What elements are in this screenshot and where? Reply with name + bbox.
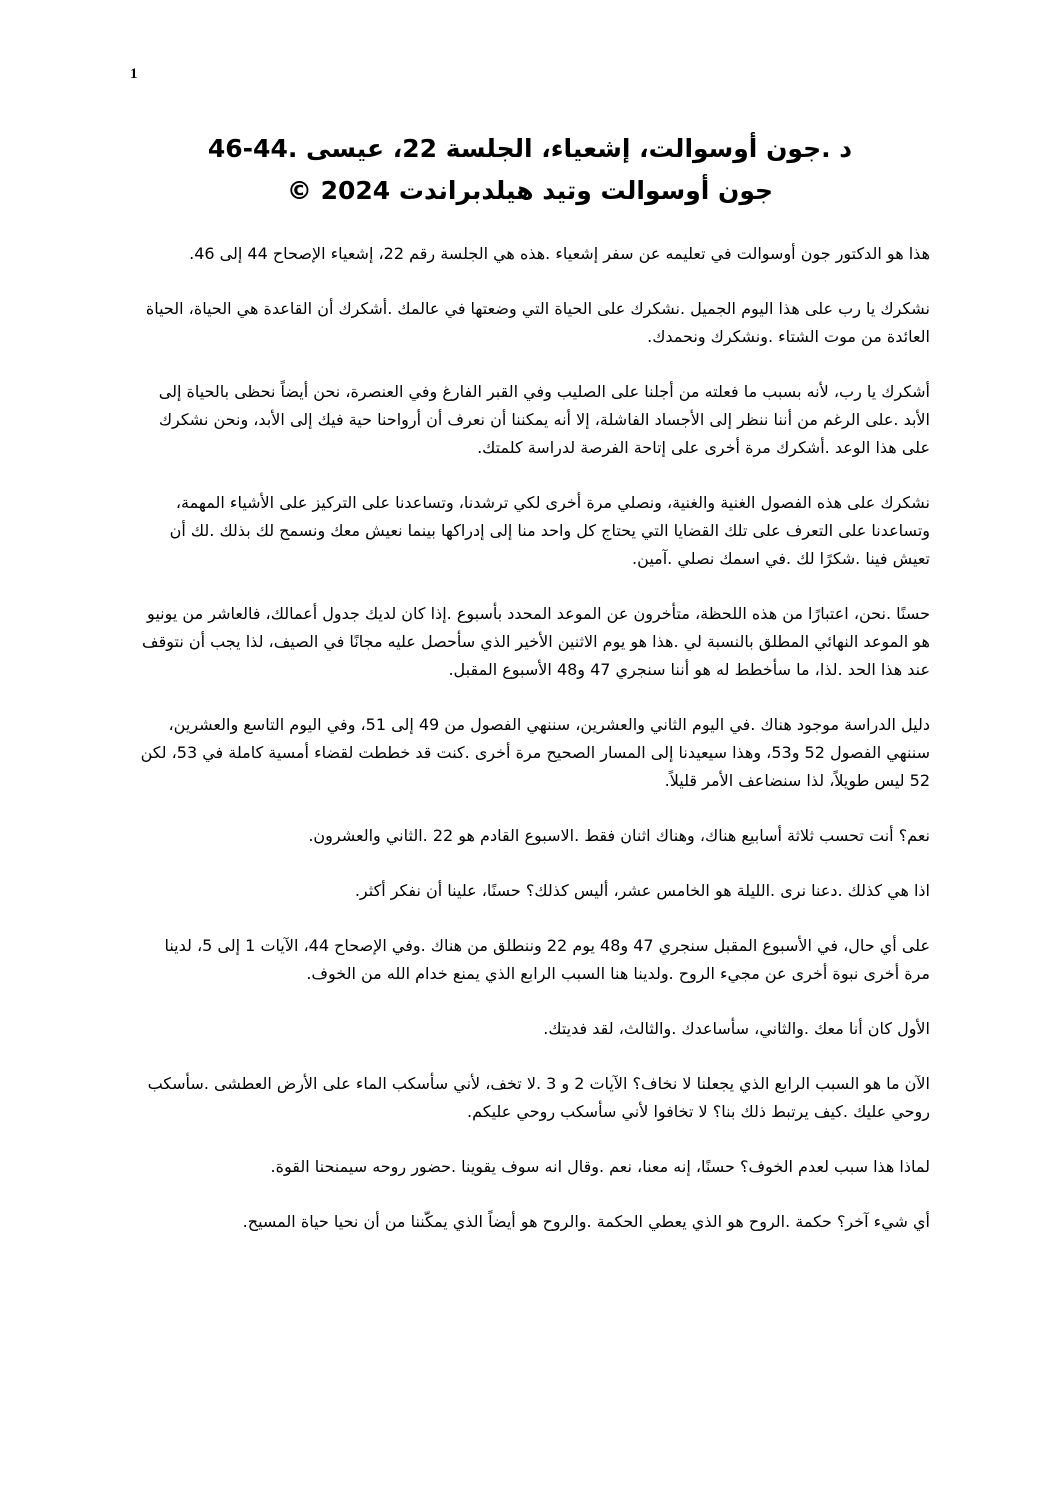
paragraph-weeks: نعم؟ أنت تحسب ثلاثة أسابيع هناك، وهناك اثنان فقط .الاسبوع القادم هو 22 .الثاني والعشرون. (308, 826, 930, 845)
document-body (138, 240, 930, 1263)
paragraph-wisdom: أي شيء آخر؟ حكمة .الروح هو الذي يعطي الحكمة .والروح هو أيضاً الذي يمكّننا من أن نحيا حياة المسيح. (242, 1212, 930, 1231)
paragraph-schedule: حسنًا .نحن، اعتبارًا من هذه اللحظة، متأخرون عن الموعد المحدد بأسبوع .إذا كان لديك جدول أعمالك، فالعاشر من يونيو هو الموعد النهائي المطلق بالنسبة لي .هذا هو يوم الاثنين الأخير الذي سأحصل عليه مجانًا في الصيف، لذا يجب أن نتوقف عند هذا الحد .لذا، ما سأخطط له هو أننا سنجري 47 و48 الأسبوع المقبل. (142, 604, 930, 679)
document-title (130, 128, 930, 212)
paragraph-tonight: اذا هي كذلك .دعنا نرى .الليلة هو الخامس عشر، أليس كذلك؟ حسنًا، علينا أن نفكر أكثر. (354, 881, 930, 900)
paragraph-fourth-reason: الآن ما هو السبب الرابع الذي يجعلنا لا نخاف؟ الآيات 2 و 3 .لا تخف، لأني سأسكب الماء على الأرض العطشى .سأسكب روحي عليك .كيف يرتبط ذلك بنا؟ لا تخافوا لأني سأسكب روحي عليكم. (147, 1074, 930, 1121)
paragraph-prayer-3: نشكرك على هذه الفصول الغنية والغنية، ونصلي مرة أخرى لكي ترشدنا، وتساعدنا على التركيز على الأشياء المهمة، وتساعدنا على التعرف على تلك القضايا التي يحتاج كل واحد منا إلى إدراكها بينما نعيش معك ونسمح لك بذلك .لك أن تعيش فينا .شكرًا لك .في اسمك نصلي .آمين. (169, 493, 930, 568)
paragraph-prayer-1: نشكرك يا رب على هذا اليوم الجميل .نشكرك على الحياة التي وضعتها في عالمك .أشكرك أن القاعدة هي الحياة، الحياة العائدة من موت الشتاء .ونشكرك ونحمدك. (145, 299, 930, 346)
page-number: 1 (130, 66, 138, 82)
paragraph-chapter-44: على أي حال، في الأسبوع المقبل سنجري 47 و48 يوم 22 وننطلق من هناك .وفي الإصحاح 44، الآيات 1 إلى 5، لدينا مرة أخرى نبوة أخرى عن مجيء الروح .ولدينا هنا السبب الرابع الذي يمنع خدام الله من الخوف. (164, 936, 930, 983)
title-line-1: د .جون أوسوالت، إشعياء، الجلسة 22، عيسى .44-46 (207, 134, 853, 163)
title-line-2: جون أوسوالت وتيد هيلدبراندت 2024 © (286, 176, 774, 205)
paragraph-prayer-2: أشكرك يا رب، لأنه بسبب ما فعلته من أجلنا على الصليب وفي القبر الفارغ وفي العنصرة، نحن أيضاً نحظى بالحياة إلى الأبد .على الرغم من أننا ننظر إلى الأجساد الفاشلة، إلا أنه يمكننا أن نعرف أن أرواحنا حية فيك إلى الأبد، ونحن نشكرك على هذا الوعد .أشكرك مرة أخرى على إتاحة الفرصة لدراسة كلمتك. (158, 382, 930, 457)
paragraph-intro: هذا هو الدكتور جون أوسوالت في تعليمه عن سفر إشعياء .هذه هي الجلسة رقم 22، إشعياء الإصحاح 44 إلى 46. (189, 244, 930, 263)
paragraph-reasons: الأول كان أنا معك .والثاني، سأساعدك .والثالث، لقد فديتك. (543, 1019, 930, 1038)
paragraph-study-guide: دليل الدراسة موجود هناك .في اليوم الثاني والعشرين، سننهي الفصول من 49 إلى 51، وفي اليوم التاسع والعشرين، سننهي الفصول 52 و53، وهذا سيعيدنا إلى المسار الصحيح مرة أخرى .كنت قد خططت لقضاء أمسية كاملة في 53، لكن 52 ليس طويلاً، لذا سنضاعف الأمر قليلاً. (140, 715, 930, 790)
paragraph-why-no-fear: لماذا هذا سبب لعدم الخوف؟ حسنًا، إنه معنا، نعم .وقال انه سوف يقوينا .حضور روحه سيمنحنا القوة. (270, 1157, 930, 1176)
